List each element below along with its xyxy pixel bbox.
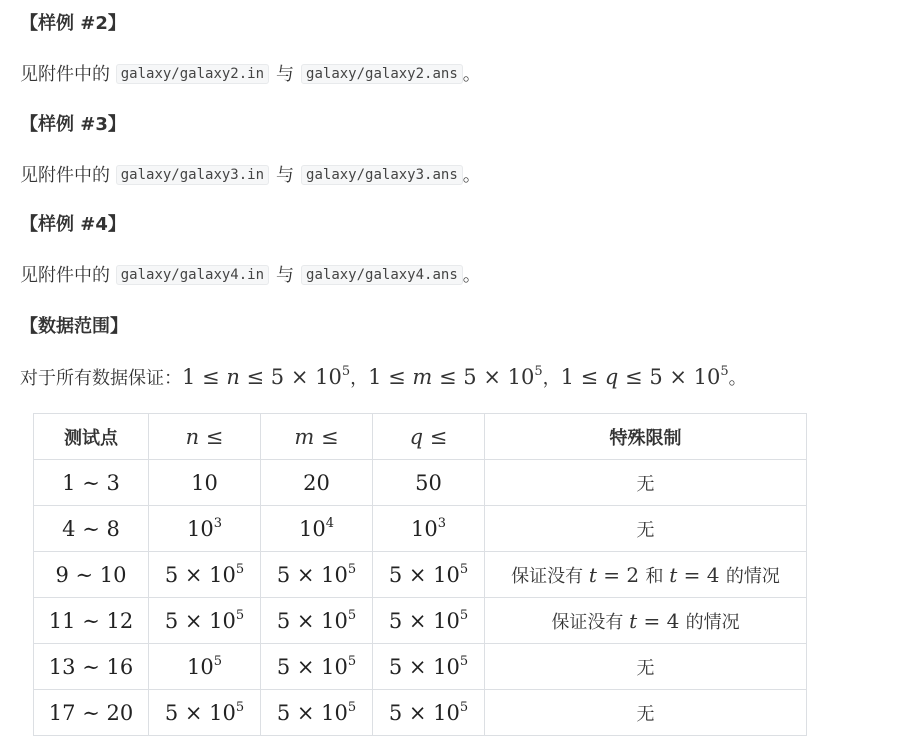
header-n: n ≤ — [149, 414, 261, 460]
sample-3-heading: 【样例 #3】 — [20, 114, 126, 135]
data-range-statement — [20, 364, 747, 392]
cell-special: 无 — [485, 644, 807, 690]
attachment-prefix: 见附件中的 — [20, 165, 110, 186]
sample-3-text — [20, 162, 481, 189]
constraint-m: $1 \le m \le 5 \times 10^5$ — [368, 364, 543, 389]
input-file-code: galaxy/galaxy3.in — [116, 165, 269, 185]
cell-test: 13 ∼ 16 — [34, 644, 149, 690]
cell-m: $5 \times 10^5$ — [261, 552, 373, 598]
cell-special: 保证没有 t = 2 和 t = 4 的情况 — [485, 552, 807, 598]
cell-test: 9 ∼ 10 — [34, 552, 149, 598]
cell-special: 无 — [485, 460, 807, 506]
table-row — [34, 460, 807, 506]
table-header-row — [34, 414, 807, 460]
answer-file-code: galaxy/galaxy3.ans — [301, 165, 463, 185]
cell-special: 无 — [485, 506, 807, 552]
cell-q: $5 \times 10^5$ — [373, 644, 485, 690]
cell-test: 4 ∼ 8 — [34, 506, 149, 552]
cell-n: $10^5$ — [149, 644, 261, 690]
cell-special: 无 — [485, 690, 807, 736]
input-file-code: galaxy/galaxy2.in — [116, 64, 269, 84]
period: 。 — [728, 368, 747, 389]
cell-q: $5 \times 10^5$ — [373, 552, 485, 598]
cell-n: $5 \times 10^5$ — [149, 598, 261, 644]
period: 。 — [462, 165, 481, 186]
sample-2-text — [20, 61, 481, 88]
input-file-code: galaxy/galaxy4.in — [116, 265, 269, 285]
comma: ， — [542, 368, 561, 389]
sample-4-text — [20, 262, 481, 289]
cell-n: $10^3$ — [149, 506, 261, 552]
conjunction: 与 — [276, 64, 295, 85]
table-row — [34, 506, 807, 552]
cell-n: $5 \times 10^5$ — [149, 552, 261, 598]
table-row — [34, 690, 807, 736]
cell-m: 20 — [261, 460, 373, 506]
cell-q: 50 — [373, 460, 485, 506]
cell-test: 1 ∼ 3 — [34, 460, 149, 506]
cell-n: 10 — [149, 460, 261, 506]
cell-m: $5 \times 10^5$ — [261, 598, 373, 644]
sample-4-heading: 【样例 #4】 — [20, 214, 126, 235]
header-q: q ≤ — [373, 414, 485, 460]
header-special: 特殊限制 — [485, 414, 807, 460]
answer-file-code: galaxy/galaxy4.ans — [301, 265, 463, 285]
cell-m: $5 \times 10^5$ — [261, 690, 373, 736]
subtask-table — [33, 413, 807, 736]
constraint-q: $1 \le q \le 5 \times 10^5$ — [560, 364, 729, 389]
range-intro: 对于所有数据保证： — [20, 368, 182, 389]
header-test: 测试点 — [34, 414, 149, 460]
period: 。 — [462, 265, 481, 286]
answer-file-code: galaxy/galaxy2.ans — [301, 64, 463, 84]
attachment-prefix: 见附件中的 — [20, 64, 110, 85]
cell-m: $5 \times 10^5$ — [261, 644, 373, 690]
table-row — [34, 552, 807, 598]
cell-q: $10^3$ — [373, 506, 485, 552]
sample-2-heading: 【样例 #2】 — [20, 13, 126, 34]
attachment-prefix: 见附件中的 — [20, 265, 110, 286]
header-m: m ≤ — [261, 414, 373, 460]
cell-n: $5 \times 10^5$ — [149, 690, 261, 736]
cell-test: 17 ∼ 20 — [34, 690, 149, 736]
data-range-heading: 【数据范围】 — [20, 316, 128, 337]
comma: ， — [350, 368, 369, 389]
cell-q: $5 \times 10^5$ — [373, 690, 485, 736]
cell-q: $5 \times 10^5$ — [373, 598, 485, 644]
cell-test: 11 ∼ 12 — [34, 598, 149, 644]
conjunction: 与 — [276, 165, 295, 186]
period: 。 — [462, 64, 481, 85]
constraint-n: $1 \le n \le 5 \times 10^5$ — [182, 364, 351, 389]
cell-m: $10^4$ — [261, 506, 373, 552]
table-row — [34, 644, 807, 690]
cell-special: 保证没有 t = 4 的情况 — [485, 598, 807, 644]
table-row — [34, 598, 807, 644]
conjunction: 与 — [276, 265, 295, 286]
